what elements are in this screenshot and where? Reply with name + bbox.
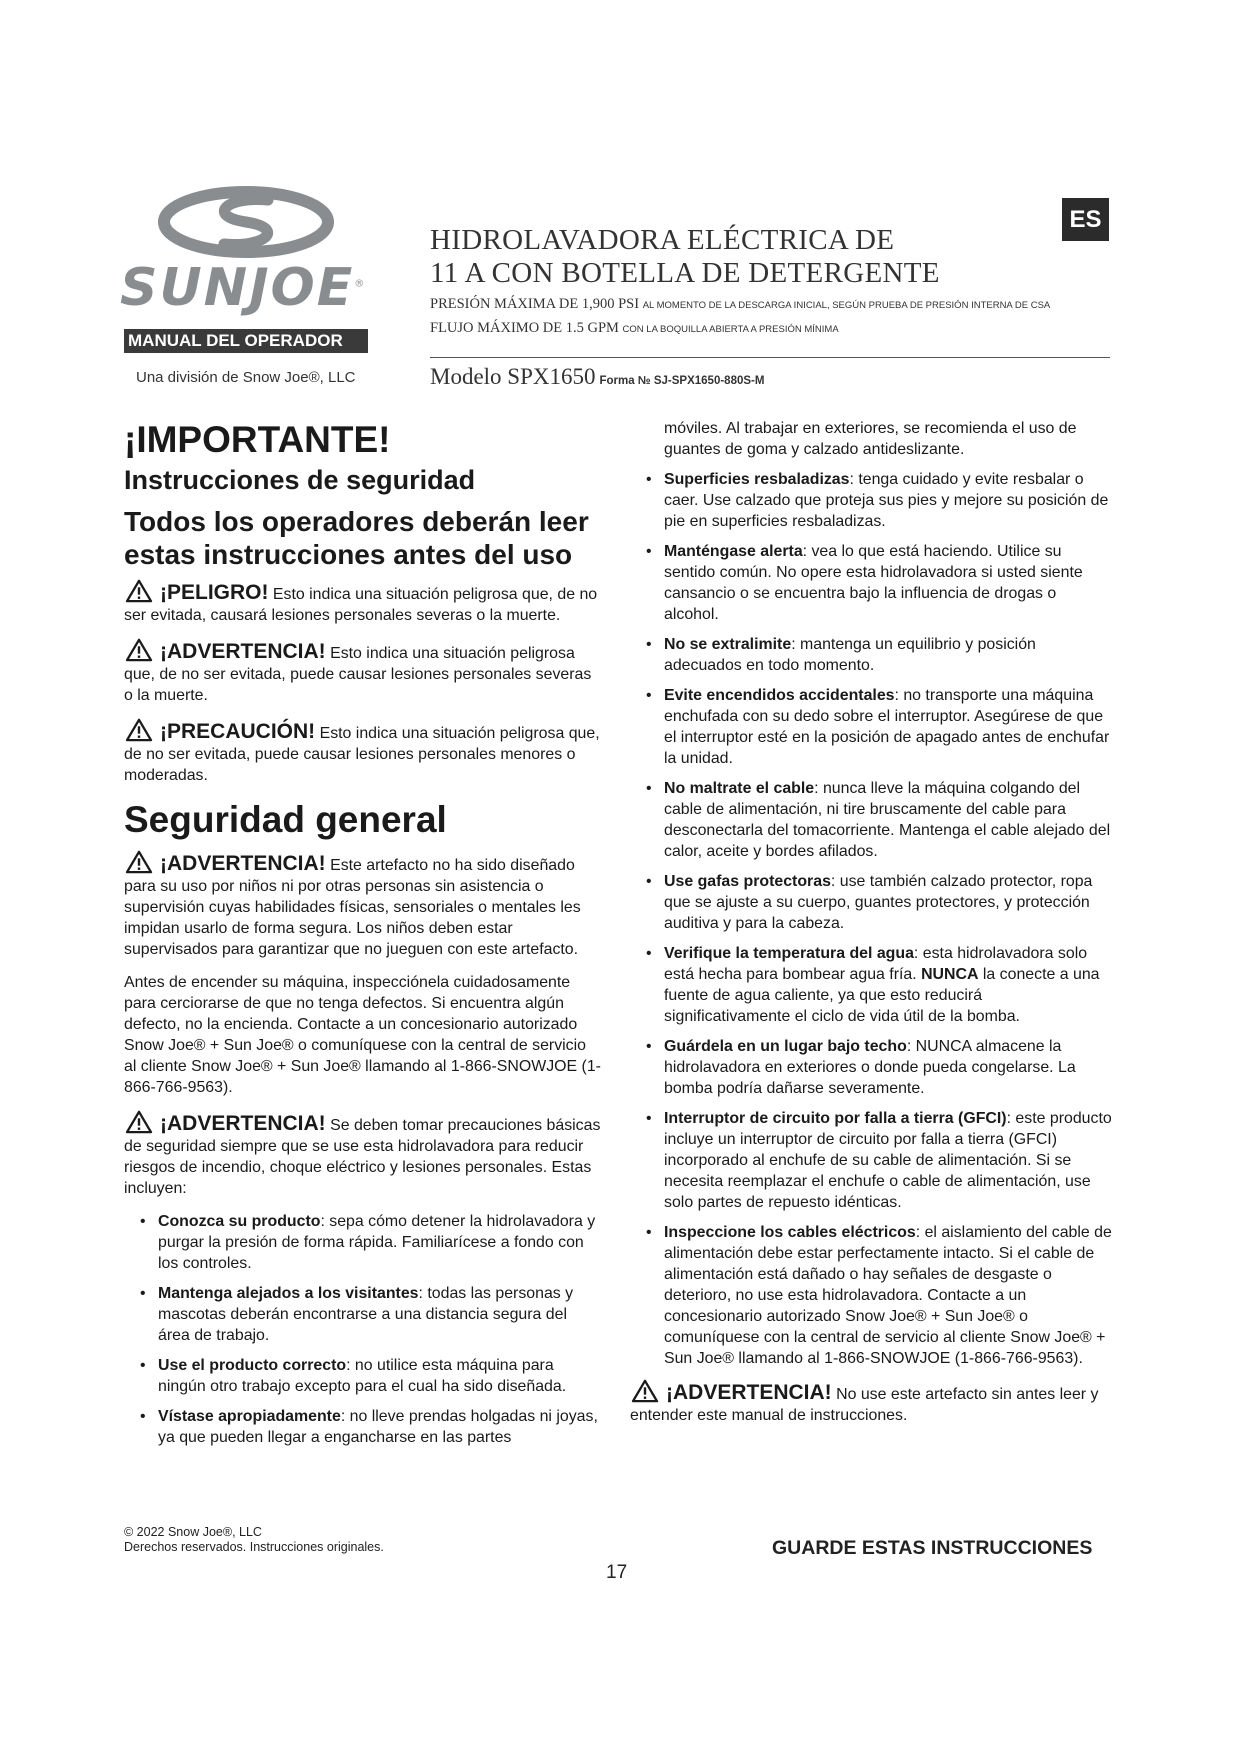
inspect-paragraph: Antes de encender su máquina, inspecciónela cuidadosamente para cerciorarse de que no tenga defectos. Si encuentra algún defecto, no la encienda. Contacte a un concesionario autorizado Snow Joe® + Sun Joe® o comuníquese con la central de servicio al cliente Snow Joe® + Sun Joe® llamando al 1-866-SNOWJOE (1-866-766-9563). (124, 974, 601, 1096)
general-safety-heading: Seguridad general (124, 799, 447, 840)
product-title (430, 224, 940, 290)
warning-triangle-icon (124, 638, 154, 662)
list-item (630, 685, 1112, 769)
warning-triangle-icon (124, 1110, 154, 1134)
bullet-term: Interruptor de circuito por falla a tierra (GFCI) (664, 1110, 1007, 1127)
bullet-text: la conecte a una fuente de agua caliente, ya que esto reducirá significativamente el ciclo de vida útil de la bomba. (664, 966, 1100, 1025)
caution-text: Esto indica una situación peligrosa que, de no ser evitada, puede causar lesiones personales menores o moderadas. (124, 725, 600, 784)
warning-title: ¡ADVERTENCIA! (160, 640, 326, 663)
bullet-term: No se extralimite (664, 636, 792, 653)
bullet-text: : tenga cuidado y evite resbalar o caer. Use calzado que proteja sus pies y mejore su posición de pie en superficies resbaladizas. (664, 471, 1109, 530)
list-item (630, 469, 1112, 532)
bullet-term: Guárdela en un lugar bajo techo (664, 1038, 907, 1055)
bullet-term: Inspeccione los cables eléctricos (664, 1224, 916, 1241)
warning2-paragraph (124, 850, 602, 960)
spec-flow (430, 320, 839, 337)
list-item (124, 1211, 602, 1274)
brand-wordmark: SUNJOE® (120, 258, 367, 318)
header-divider (430, 357, 1110, 358)
left-bullet-list (124, 1211, 602, 1448)
bullet-term: Manténgase alerta (664, 543, 803, 560)
save-instructions: GUARDE ESTAS INSTRUCCIONES (772, 1537, 1093, 1559)
bullet-term: Evite encendidos accidentales (664, 687, 895, 704)
right-bullet-list (630, 469, 1112, 1369)
division-text: Una división de Snow Joe®, LLC (136, 369, 356, 386)
spec-flow-note: CON LA BOQUILLA ABIERTA A PRESIÓN MÍNIMA (622, 324, 839, 335)
caution-paragraph (124, 718, 602, 786)
sun-swoosh-icon (156, 186, 336, 258)
spec-flow-main: FLUJO MÁXIMO DE 1.5 GPM (430, 320, 619, 336)
bullet-text: : no lleve prendas holgadas ni joyas, ya que pueden llegar a engancharse en las partes (158, 1408, 598, 1446)
all-operators-heading: Todos los operadores deberán leer estas instrucciones antes del uso (124, 506, 589, 570)
bullet-term: Use gafas protectoras (664, 873, 831, 890)
bullet-text: : nunca lleve la máquina colgando del cable de alimentación, ni tire bruscamente del cable para desconectarla del tomacorriente. Mantenga el cable alejado del calor, aceite y bordes afilados. (664, 780, 1111, 860)
bullet-text: : NUNCA almacene la hidrolavadora en exteriores o donde pueda congelarse. La bomba podría dañarse severamente. (664, 1038, 1076, 1097)
bullet-text: : no transporte una máquina enchufada con su dedo sobre el interruptor. Asegúrese de que el interruptor esté en la posición de apagado antes de enchufar la unidad. (664, 687, 1110, 767)
warning-triangle-icon (124, 579, 154, 603)
list-item (630, 778, 1112, 862)
language-badge: ES (1062, 198, 1109, 241)
spec-pressure-note: AL MOMENTO DE LA DESCARGA INICIAL, SEGÚN PRUEBA DE PRESIÓN INTERNA DE CSA (642, 300, 1051, 311)
warning3-text: Se deben tomar precauciones básicas de seguridad siempre que se use esta hidrolavadora para reducir riesgos de incendio, choque eléctrico y lesiones personales. Estas incluyen: (124, 1117, 601, 1197)
sunjoe-logo (120, 186, 380, 318)
bullet-term: Use el producto correcto (158, 1357, 347, 1374)
list-item (630, 541, 1112, 625)
bullet-text: : este producto incluye un interruptor de circuito por falla a tierra (GFCI) incorporado al enchufe de su cable de alimentación. Si se necesita reemplazar el enchufe o cable de alimentación, use solo partes de repuesto idénticas. (664, 1110, 1112, 1211)
list-item (124, 1355, 602, 1397)
spec-pressure-main: PRESIÓN MÁXIMA DE 1,900 PSI (430, 296, 640, 312)
spec-pressure (430, 296, 1050, 313)
list-item (630, 943, 1112, 1027)
page-number: 17 (606, 1562, 628, 1583)
danger-title: ¡PELIGRO! (160, 581, 269, 604)
danger-text: Esto indica una situación peligrosa que, de no ser evitada, causará lesiones personales severas o la muerte. (124, 586, 598, 624)
model-number: Modelo SPX1650 (430, 364, 596, 389)
list-item (630, 1108, 1112, 1213)
warning-triangle-icon (124, 850, 154, 874)
list-item (630, 634, 1112, 676)
list-item (630, 1222, 1112, 1369)
final-warning-paragraph (630, 1379, 1112, 1426)
warning2-title: ¡ADVERTENCIA! (160, 852, 326, 875)
warning-triangle-icon (124, 718, 154, 742)
warning-paragraph (124, 638, 602, 706)
caution-title: ¡PRECAUCIÓN! (160, 720, 316, 743)
bullet-text: : el aislamiento del cable de alimentación debe estar perfectamente intacto. Si el cable de alimentación está dañado o hay señales de desgaste o deterioro, no use esta hidrolavadora. Contacte a un concesionario autorizado Snow Joe® + Sun Joe® o comuníquese con la central de servicio al cliente Snow Joe® + Sun Joe® llamando al 1-866-SNOWJOE (1-866-766-9563). (664, 1224, 1112, 1367)
warning3-title: ¡ADVERTENCIA! (160, 1112, 326, 1135)
bullet-emphasis: NUNCA (921, 966, 979, 983)
form-number: Forma № SJ-SPX1650-880S-M (599, 375, 765, 387)
warning-text: Esto indica una situación peligrosa que, de no ser evitada, puede causar lesiones personales severas o la muerte. (124, 645, 592, 704)
list-item (630, 871, 1112, 934)
bullet-text: : use también calzado protector, ropa que se ajuste a su cuerpo, guantes protectores, y protección auditiva y para la cabeza. (664, 873, 1093, 932)
right-column (630, 418, 1112, 1438)
title-line-2: 11 A CON BOTELLA DE DETERGENTE (430, 257, 940, 289)
bullet-text: : sepa cómo detener la hidrolavadora y purgar la presión de forma rápida. Familiarícese a fondo con los controles. (158, 1213, 596, 1272)
bullet-term: Vístase apropiadamente (158, 1408, 341, 1425)
continuation-text: móviles. Al trabajar en exteriores, se recomienda el uso de guantes de goma y calzado antideslizante. (664, 420, 1077, 458)
warning2-text: Este artefacto no ha sido diseñado para su uso por niños ni por otras personas sin asistencia o supervisión cuyas habilidades físicas, sensoriales o mentales les impidan usarlo de forma segura. Los niños deben estar supervisados para garantizar que no jueguen con este artefacto. (124, 857, 581, 958)
safety-instructions-heading: Instrucciones de seguridad (124, 465, 476, 495)
title-line-1: HIDROLAVADORA ELÉCTRICA DE (430, 224, 895, 256)
bullet-text: : esta hidrolavadora solo está hecha para bombear agua fría. (664, 945, 1088, 983)
copyright (124, 1525, 384, 1555)
bullet-text: : vea lo que está haciendo. Utilice su sentido común. No opere esta hidrolavadora si usted siente cansancio o se encuentra bajo la influencia de drogas o alcohol. (664, 543, 1083, 623)
list-item (124, 1283, 602, 1346)
danger-paragraph (124, 579, 602, 626)
list-item (124, 1406, 602, 1448)
list-item (630, 1036, 1112, 1099)
bullet-term: Conozca su producto (158, 1213, 321, 1230)
manual-label: MANUAL DEL OPERADOR (124, 329, 368, 353)
warning3-paragraph (124, 1110, 602, 1199)
bullet-term: No maltrate el cable (664, 780, 815, 797)
warning-triangle-icon (630, 1379, 660, 1403)
bullet-text: : no utilice esta máquina para ningún otro trabajo excepto para el cual ha sido diseñada. (158, 1357, 567, 1395)
final-warning-text: No use este artefacto sin antes leer y entender este manual de instrucciones. (630, 1386, 1099, 1424)
bullet-text: : todas las personas y mascotas deberán encontrarse a una distancia segura del área de trabajo. (158, 1285, 574, 1344)
bullet-term: Mantenga alejados a los visitantes (158, 1285, 419, 1302)
final-warning-title: ¡ADVERTENCIA! (666, 1381, 832, 1404)
bullet-text: : mantenga un equilibrio y posición adecuados en todo momento. (664, 636, 1036, 674)
left-column (124, 418, 602, 1457)
bullet-term: Verifique la temperatura del agua (664, 945, 914, 962)
copyright-line-2: Derechos reservados. Instrucciones originales. (124, 1540, 384, 1554)
important-heading: ¡IMPORTANTE! (124, 419, 391, 460)
copyright-line-1: © 2022 Snow Joe®, LLC (124, 1525, 262, 1539)
model-line (430, 364, 764, 390)
bullet-term: Superficies resbaladizas (664, 471, 850, 488)
